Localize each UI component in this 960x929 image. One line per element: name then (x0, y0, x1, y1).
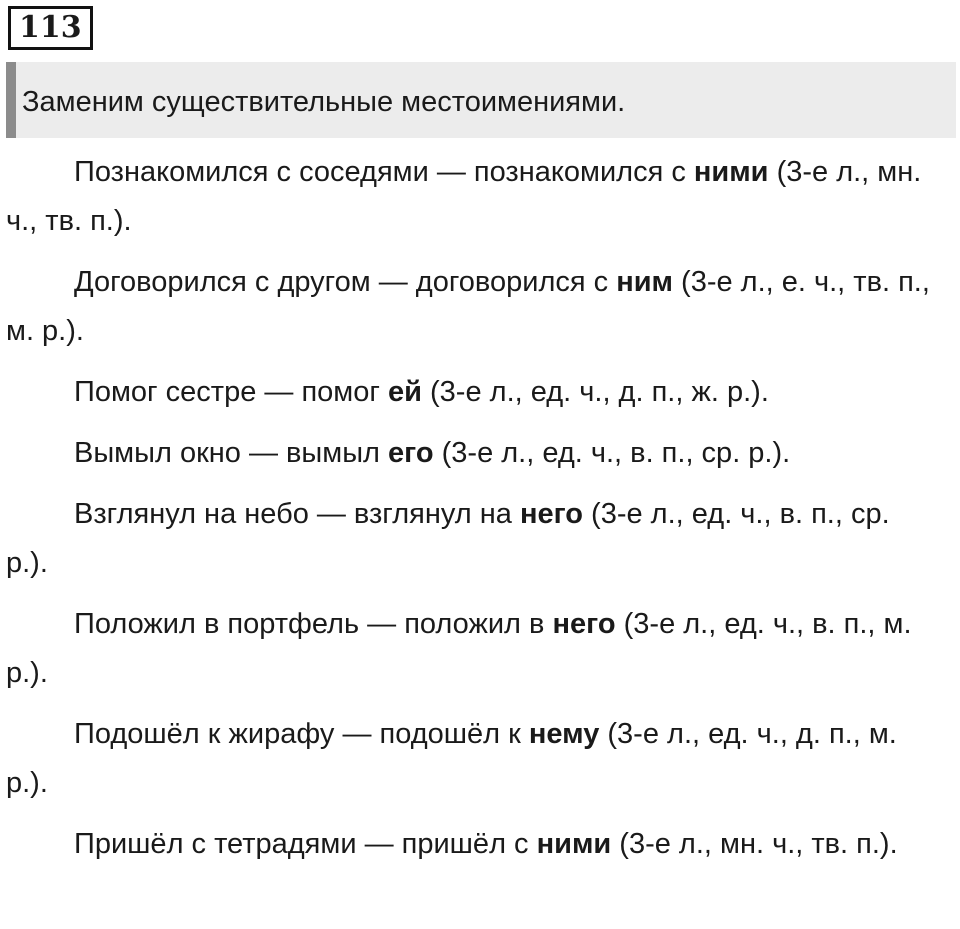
answer-grammar: (3-е л., е. ч., тв. п., м. р.). (6, 266, 930, 347)
answer-item (6, 148, 936, 246)
answer-item (6, 710, 936, 808)
answer-phrase: Взглянул на небо — взглянул на (74, 498, 520, 530)
answer-pronoun: ей (388, 376, 422, 408)
answer-phrase: Помог сестре — помог (74, 376, 388, 408)
intro-banner (6, 62, 956, 138)
answer-phrase: Вымыл окно — вымыл (74, 437, 389, 469)
answer-pronoun: ними (536, 828, 612, 860)
answer-phrase: Договорился с другом — договорился с (74, 266, 617, 298)
answer-phrase: Положил в портфель — положил в (74, 608, 553, 640)
answer-pronoun: него (552, 608, 616, 640)
answer-item (6, 490, 936, 588)
answer-item (6, 429, 936, 478)
answer-grammar: (3-е л., ед. ч., в. п., ср. р.). (433, 437, 791, 469)
task-number-badge: 113 (8, 6, 93, 50)
answer-pronoun: его (388, 437, 434, 469)
answer-grammar: (3-е л., ед. ч., в. п., ср. р.). (6, 498, 890, 579)
answer-pronoun: нему (528, 718, 600, 750)
intro-accent-stripe (6, 62, 16, 138)
answer-grammar: (3-е л., мн. ч., тв. п.). (611, 828, 898, 860)
answer-list (6, 148, 936, 881)
intro-text: Заменим существительные местоимениями. (22, 86, 626, 118)
answer-item (6, 368, 936, 417)
answer-phrase: Пришёл с тетрадями — пришёл с (74, 828, 537, 860)
answer-item (6, 258, 936, 356)
answer-grammar: (3-е л., мн. ч., тв. п.). (6, 156, 922, 237)
answer-pronoun: него (519, 498, 583, 530)
answer-phrase: Познакомился с соседями — познакомился с (74, 156, 694, 188)
answer-item (6, 820, 936, 869)
answer-pronoun: ним (616, 266, 673, 298)
answer-grammar: (3-е л., ед. ч., в. п., м. р.). (6, 608, 912, 689)
answer-item (6, 600, 936, 698)
answer-pronoun: ними (693, 156, 769, 188)
answer-phrase: Подошёл к жирафу — подошёл к (74, 718, 529, 750)
answer-grammar: (3-е л., ед. ч., д. п., ж. р.). (421, 376, 769, 408)
answer-grammar: (3-е л., ед. ч., д. п., м. р.). (6, 718, 897, 799)
